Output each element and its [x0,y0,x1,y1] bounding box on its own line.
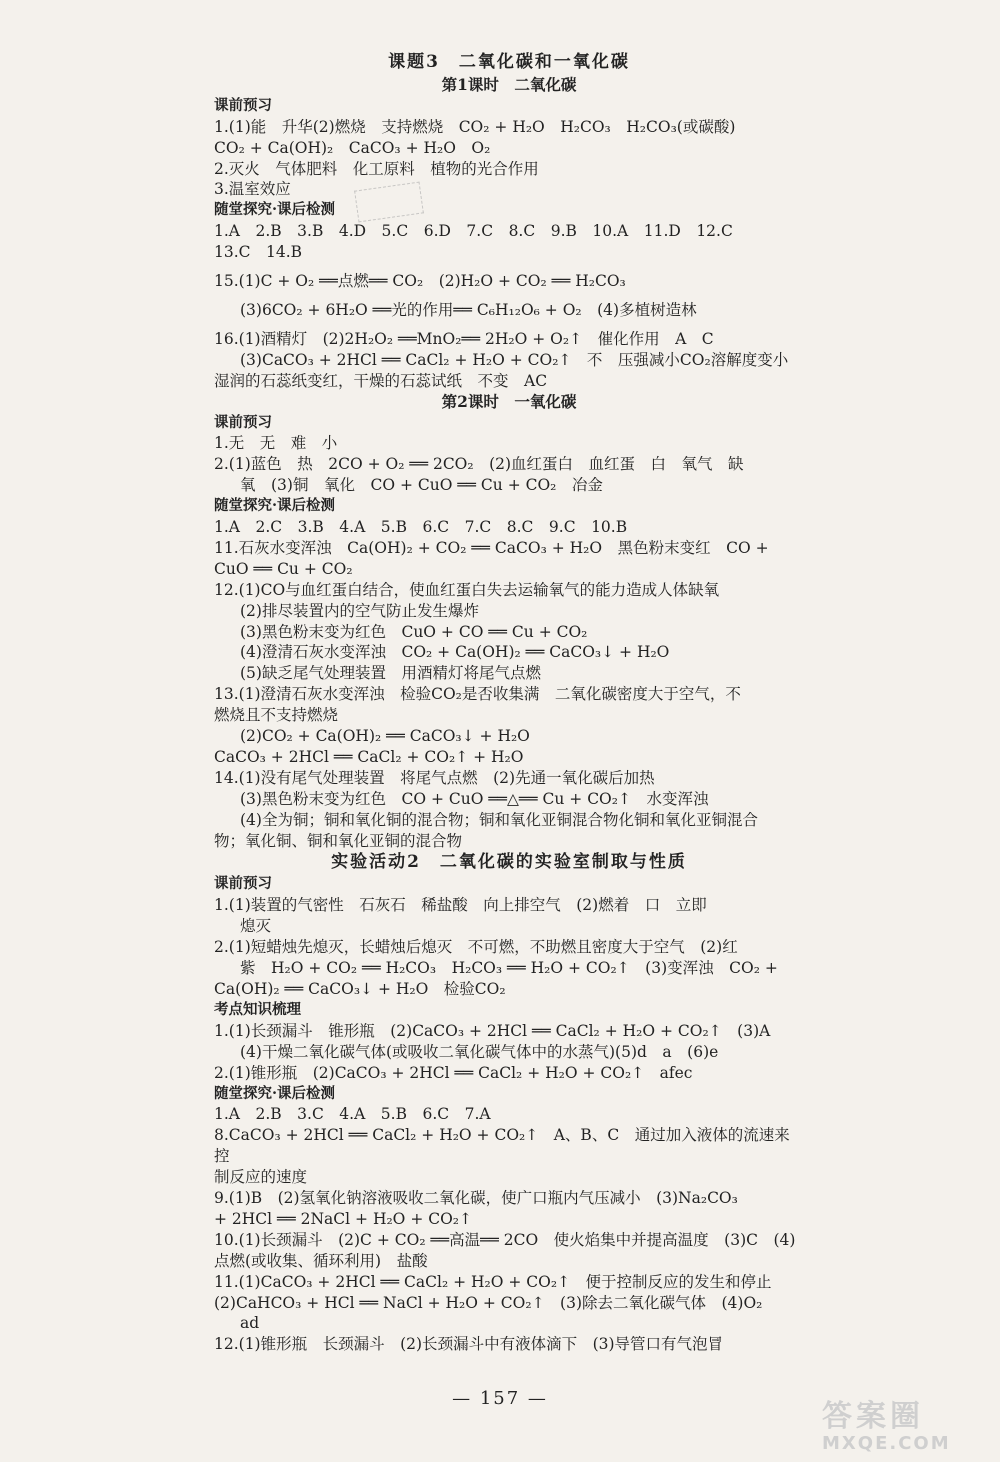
watermark-logo-text: 答案圈 [822,1399,924,1434]
answer-line: 1.A 2.B 3.C 4.A 5.B 6.C 7.A [214,1105,491,1124]
answer-line: 13.C 14.B [214,243,303,262]
answer-line: (4)全为铜；铜和氧化铜的混合物；铜和氧化亚铜混合物化铜和氧化亚铜混合 [240,810,758,829]
answer-line: 1.A 2.C 3.B 4.A 5.B 6.C 7.C 8.C 9.C 10.B [214,518,628,537]
answer-line: (4)干燥二氧化碳气体(或吸收二氧化碳气体中的水蒸气)(5)d a (6)e [240,1042,719,1061]
answer-line: 1.无 无 难 小 [214,434,338,453]
answer-line: 11.(1)CaCO₃ + 2HCl ══ CaCl₂ + H₂O + CO₂↑ 便于控制反应的发生和停止 [214,1272,772,1291]
answer-line: 制反应的速度 [214,1168,308,1187]
answer-line: 1.(1)装置的气密性 石灰石 稀盐酸 向上排空气 (2)燃着 口 立即 [214,896,707,915]
lesson1-title: 第1课时 二氧化碳 [441,74,577,94]
answer-line: CO₂ + Ca(OH)₂ CaCO₃ + H₂O O₂ [214,138,491,157]
section-heading: 课前预习 [214,413,272,431]
answer-line: (3)6CO₂ + 6H₂O ══光的作用══ C₆H₁₂O₆ + O₂ (4)多植树造林 [240,300,697,319]
watermark-url: MXQE.COM [822,1433,951,1454]
section-heading: 随堂探究·课后检测 [214,497,336,515]
answer-line: 熄灭 [240,917,272,936]
answer-line: (2)CaHCO₃ + HCl ══ NaCl + H₂O + CO₂↑ (3)除去二氧化碳气体 (4)O₂ [214,1293,763,1312]
answer-line: 氧 (3)铜 氧化 CO + CuO ══ Cu + CO₂ 冶金 [240,476,603,495]
answer-line: 1.A 2.B 3.B 4.D 5.C 6.D 7.C 8.C 9.B 10.A 11.D 12.C [214,222,733,241]
answer-line: (2)CO₂ + Ca(OH)₂ ══ CaCO₃↓ + H₂O [240,727,530,746]
section-heading: 课前预习 [214,96,272,114]
site-watermark [822,1400,992,1452]
answer-line: (2)排尽装置内的空气防止发生爆炸 [240,601,479,620]
answer-line: 11.石灰水变浑浊 Ca(OH)₂ + CO₂ ══ CaCO₃ + H₂O 黑色粉末变红 CO + [214,538,769,557]
answer-line: 1.(1)能 升华(2)燃烧 支持燃烧 CO₂ + H₂O H₂CO₃ H₂CO₃(或碳酸) [214,117,736,136]
section-heading: 随堂探究·课后检测 [214,1084,336,1102]
answer-line: (3)黑色粉末变为红色 CO + CuO ══△══ Cu + CO₂↑ 水变浑浊 [240,789,709,808]
answer-line: 2.(1)蓝色 热 2CO + O₂ ══ 2CO₂ (2)血红蛋白 血红蛋 白 氧气 缺 [214,455,744,474]
section-heading: 随堂探究·课后检测 [214,201,336,219]
section-heading: 课前预习 [214,875,272,893]
answer-line: CuO ══ Cu + CO₂ [214,559,353,578]
answer-line: 13.(1)澄清石灰水变浑浊 检验CO₂是否收集满 二氧化碳密度大于空气，不 [214,685,741,704]
answer-line: (3)黑色粉末变为红色 CuO + CO ══ Cu + CO₂ [240,622,588,641]
answer-line: 9.(1)B (2)氢氧化钠溶液吸收二氧化碳，使广口瓶内气压减小 (3)Na₂CO₃ [214,1189,738,1208]
answer-line: 8.CaCO₃ + 2HCl ══ CaCl₂ + H₂O + CO₂↑ A、B、C 通过加入液体的流速来控 [214,1126,790,1166]
answer-line: 物；氧化铜、铜和氧化亚铜的混合物 [214,831,463,850]
answer-line: 燃烧且不支持燃烧 [214,706,339,725]
activity-title: 实验活动2 二氧化碳的实验室制取与性质 [331,851,687,872]
answer-line: ad [240,1314,260,1333]
answer-line: (3)CaCO₃ + 2HCl ══ CaCl₂ + H₂O + CO₂↑ 不 压强减小CO₂溶解度变小 [240,350,789,369]
page-number: — 157 — [452,1388,548,1409]
lesson2-title: 第2课时 一氧化碳 [441,391,577,411]
answer-line: 12.(1)CO与血红蛋白结合，使血红蛋白失去运输氧气的能力造成人体缺氧 [214,580,720,599]
answer-line: 12.(1)锥形瓶 长颈漏斗 (2)长颈漏斗中有液体滴下 (3)导管口有气泡冒 [214,1335,724,1354]
answer-line: 2.(1)短蜡烛先熄灭，长蜡烛后熄灭 不可燃，不助燃且密度大于空气 (2)红 [214,938,738,957]
answer-line: 点燃(或收集、循环利用) 盐酸 [214,1251,428,1270]
answer-line: (4)澄清石灰水变浑浊 CO₂ + Ca(OH)₂ ══ CaCO₃↓ + H₂O [240,643,670,662]
answer-line: 1.(1)长颈漏斗 锥形瓶 (2)CaCO₃ + 2HCl ══ CaCl₂ + H₂O + CO₂↑ (3)A [214,1021,771,1040]
section-heading: 考点知识梳理 [214,1000,301,1018]
answer-line: 10.(1)长颈漏斗 (2)C + CO₂ ══高温══ 2CO 使火焰集中并提高温度 (3)C (4) [214,1230,796,1249]
answer-line: + 2HCl ══ 2NaCl + H₂O + CO₂↑ [214,1209,472,1228]
answer-line: 紫 H₂O + CO₂ ══ H₂CO₃ H₂CO₃ ══ H₂O + CO₂↑ (3)变浑浊 CO₂ + [240,959,778,978]
answer-page [214,52,804,1355]
answer-line: 14.(1)没有尾气处理装置 将尾气点燃 (2)先通一氧化碳后加热 [214,768,655,787]
answer-line: Ca(OH)₂ ══ CaCO₃↓ + H₂O 检验CO₂ [214,979,506,998]
answer-line: 湿润的石蕊纸变红，干燥的石蕊试纸 不变 AC [214,371,548,390]
answer-line: 16.(1)酒精灯 (2)2H₂O₂ ══MnO₂══ 2H₂O + O₂↑ 催化作用 A C [214,329,714,348]
answer-line: 2.(1)锥形瓶 (2)CaCO₃ + 2HCl ══ CaCl₂ + H₂O + CO₂↑ afec [214,1063,693,1082]
answer-line: (5)缺乏尾气处理装置 用酒精灯将尾气点燃 [240,664,541,683]
answer-line: 3.温室效应 [214,180,291,199]
answer-line: 15.(1)C + O₂ ══点燃══ CO₂ (2)H₂O + CO₂ ══ H₂CO₃ [214,272,626,291]
page-title: 课题3 二氧化碳和一氧化碳 [388,52,630,72]
answer-line: CaCO₃ + 2HCl ══ CaCl₂ + CO₂↑ + H₂O [214,748,524,766]
answer-line: 2.灭火 气体肥料 化工原料 植物的光合作用 [214,159,539,178]
